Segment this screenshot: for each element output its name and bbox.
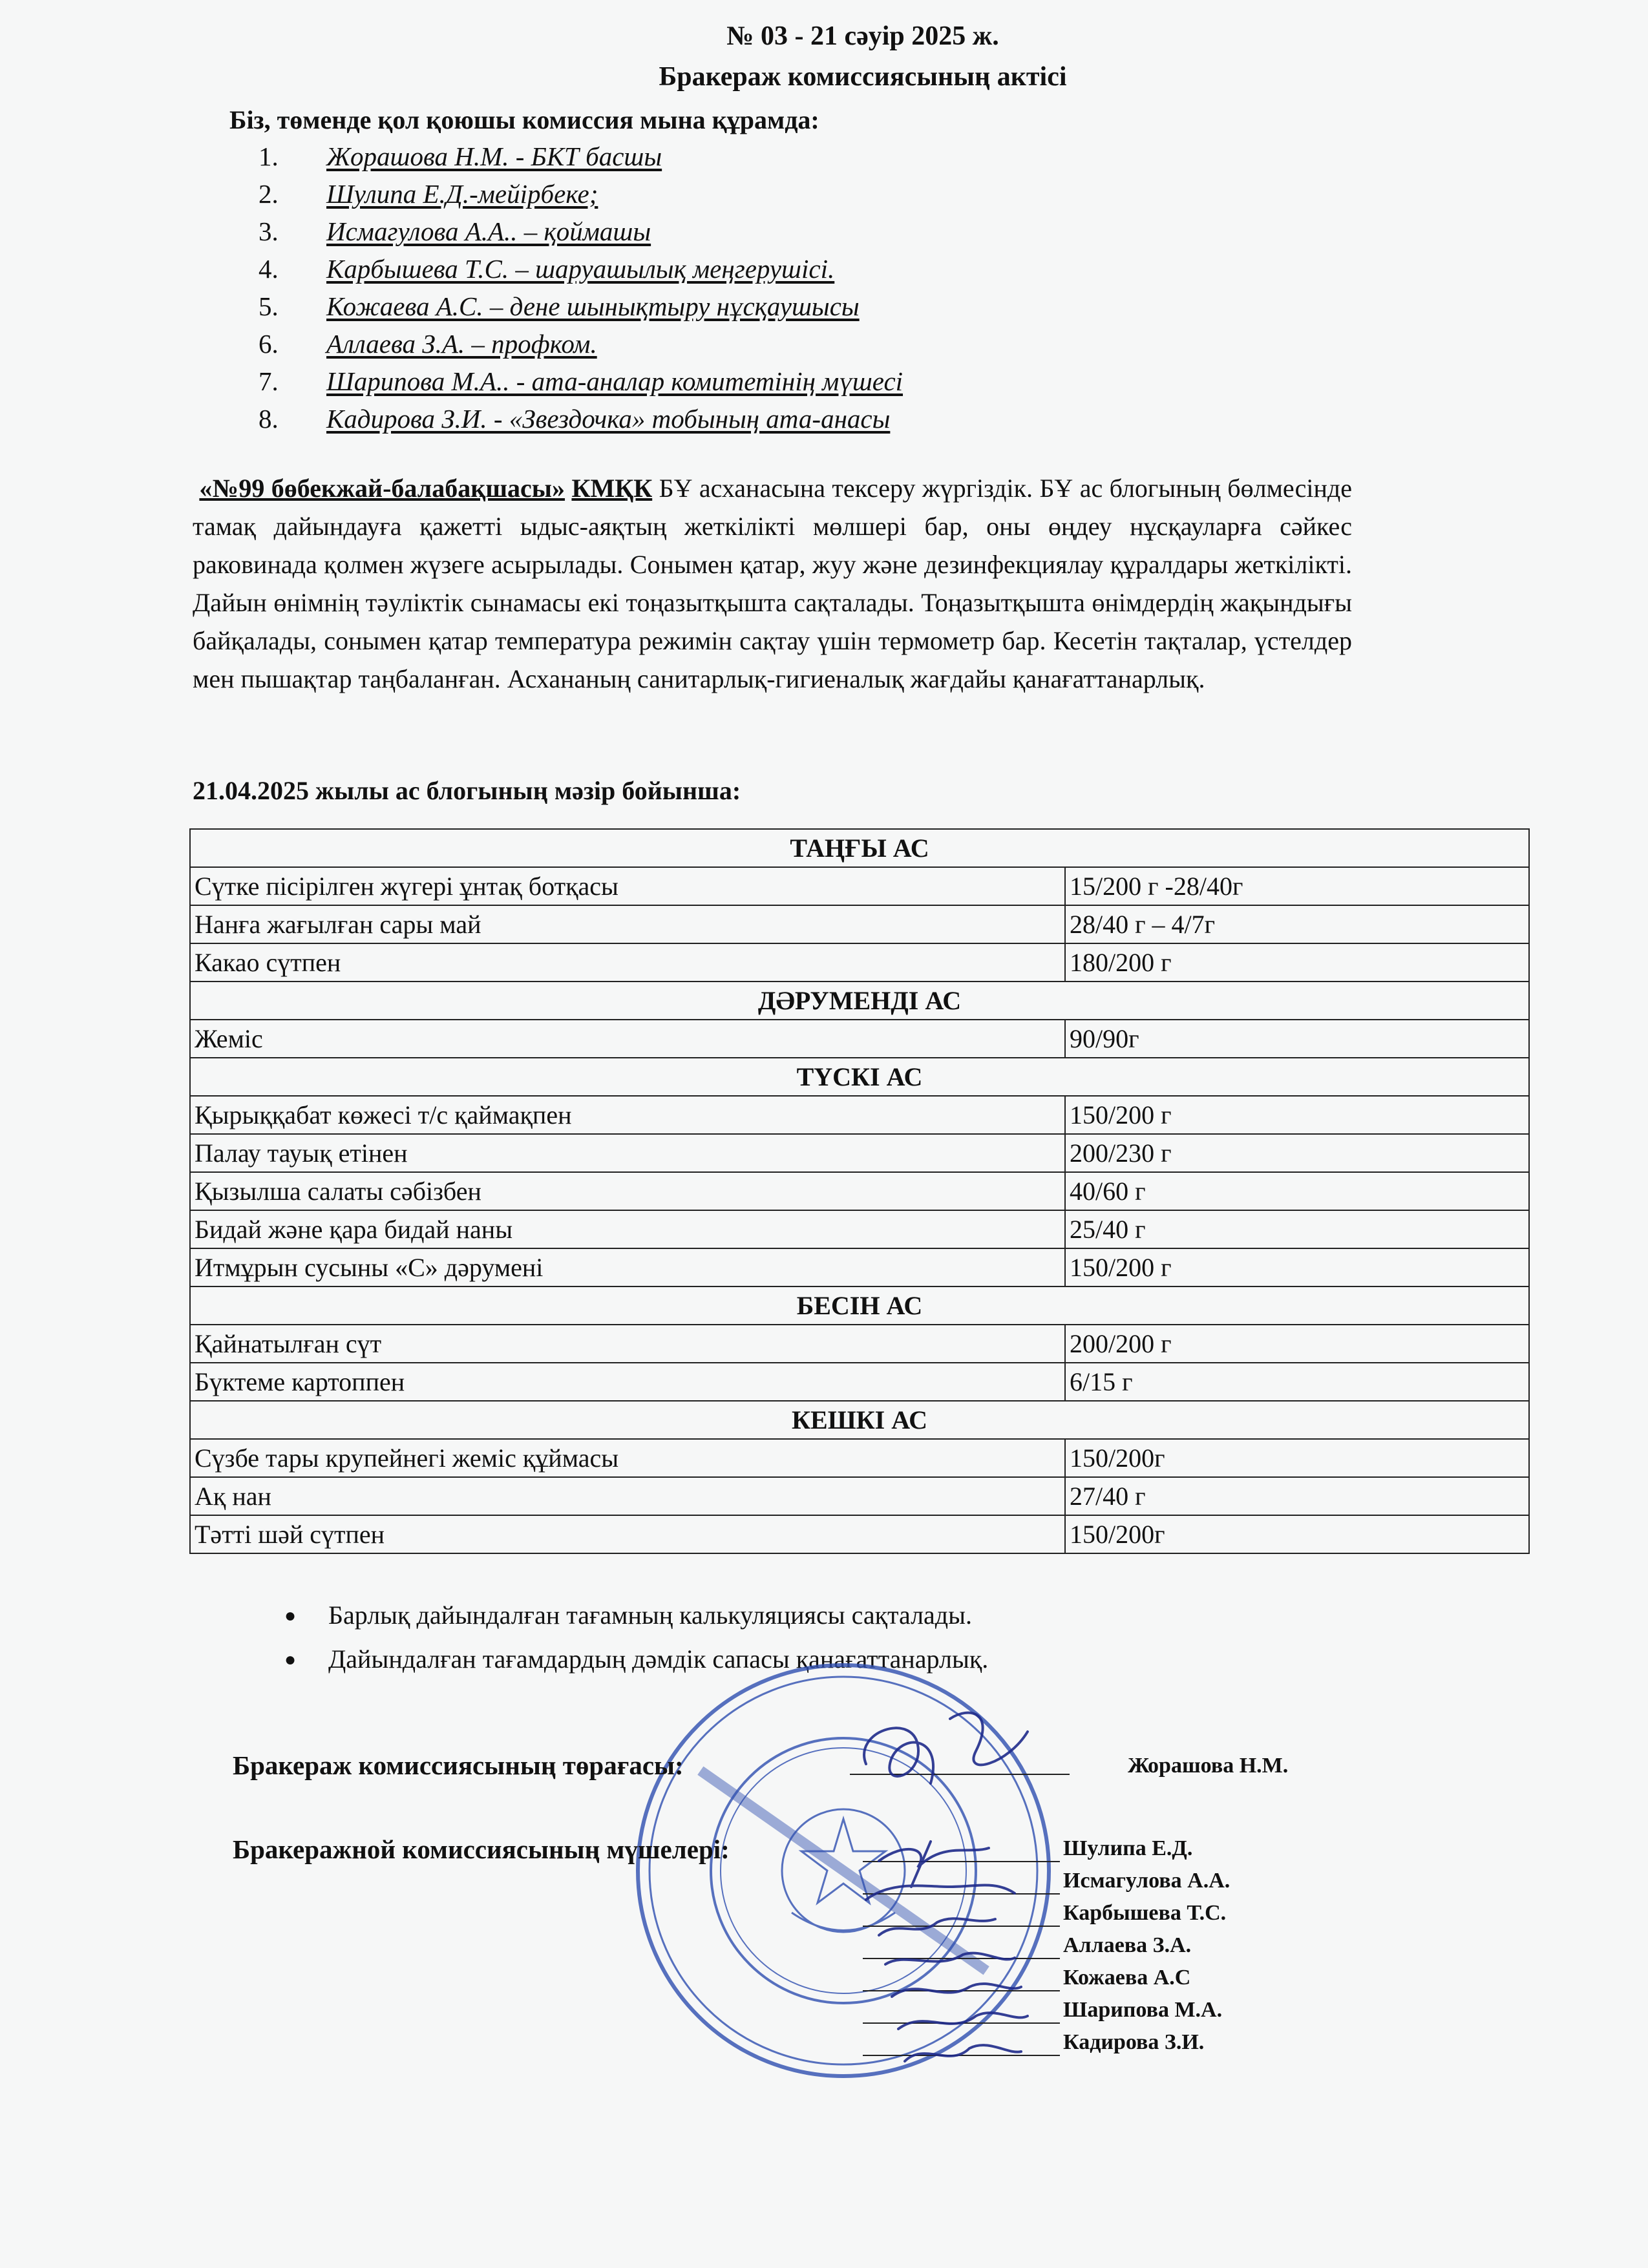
member-name: Кожаева А.С: [1063, 1966, 1191, 1990]
table-row: [190, 1515, 1529, 1553]
portion-cell: 150/200г: [1065, 1515, 1529, 1553]
member-text: Исмагулова А.А.. – қоймашы: [326, 216, 651, 246]
section-row: [190, 982, 1529, 1020]
handwritten-signatures-icon: [840, 1693, 1112, 2094]
list-item: [259, 328, 903, 366]
section-row: [190, 1401, 1529, 1439]
table-row: [190, 905, 1529, 943]
item-number: 3.: [259, 216, 279, 246]
list-item: [259, 291, 903, 328]
intro-line: Біз, төменде қол қоюшы комиссия мына құрамда:: [229, 105, 819, 134]
table-row: [190, 1325, 1529, 1363]
table-row: [190, 1096, 1529, 1134]
portion-cell: 90/90г: [1065, 1020, 1529, 1058]
section-row: [190, 1058, 1529, 1096]
table-row: [190, 1477, 1529, 1515]
member-name: Шарипова М.А.: [1063, 1998, 1223, 2022]
portion-cell: 27/40 г: [1065, 1477, 1529, 1515]
member-name: Исмагулова А.А.: [1063, 1869, 1231, 1893]
dish-cell: Какао сүтпен: [190, 943, 1065, 982]
item-number: 7.: [259, 366, 279, 396]
dish-cell: Бидай және қара бидай наны: [190, 1210, 1065, 1248]
portion-cell: 28/40 г – 4/7г: [1065, 905, 1529, 943]
list-item: [259, 403, 903, 441]
dish-cell: Итмұрын сусыны «С» дәрумені: [190, 1248, 1065, 1286]
list-item: [259, 216, 903, 253]
section-title: ТҮСКІ АС: [190, 1058, 1529, 1096]
dish-cell: Тәтті шәй сүтпен: [190, 1515, 1065, 1553]
list-item: [259, 366, 903, 403]
portion-cell: 200/200 г: [1065, 1325, 1529, 1363]
document-title: Бракераж комиссиясының актісі: [659, 62, 1067, 92]
section-row: [190, 1286, 1529, 1325]
section-title: ТАҢҒЫ АС: [190, 829, 1529, 867]
member-text: Шарипова М.А.. - ата-аналар комитетінің мүшесі: [326, 366, 903, 396]
members-label: Бракеражной комиссиясының мүшелері:: [233, 1834, 730, 1864]
menu-date-heading: 21.04.2025 жылы ас блогының мәзір бойынша:: [193, 776, 741, 805]
note-text: Барлық дайындалған тағамның калькуляциясы сақталады.: [328, 1601, 973, 1630]
portion-cell: 180/200 г: [1065, 943, 1529, 982]
list-item: [284, 1600, 988, 1644]
table-row: [190, 943, 1529, 982]
member-name: Кадирова З.И.: [1063, 2030, 1205, 2054]
dish-cell: Қайнатылған сүт: [190, 1325, 1065, 1363]
item-number: 5.: [259, 291, 279, 321]
item-number: 4.: [259, 254, 279, 284]
dish-cell: Қырыққабат көжесі т/с қаймақпен: [190, 1096, 1065, 1134]
inspection-paragraph: [193, 469, 1352, 698]
dish-cell: Бүктеме картоппен: [190, 1363, 1065, 1401]
note-text: Дайындалған тағамдардың дәмдік сапасы қанағаттанарлық.: [328, 1644, 989, 1674]
table-row: [190, 1439, 1529, 1477]
portion-cell: 6/15 г: [1065, 1363, 1529, 1401]
table-row: [190, 867, 1529, 905]
member-name: Шулипа Е.Д.: [1063, 1836, 1193, 1860]
member-text: Жорашова Н.М. - БКТ басшы: [326, 142, 662, 171]
portion-cell: 15/200 г -28/40г: [1065, 867, 1529, 905]
table-row: [190, 1210, 1529, 1248]
list-item: [259, 141, 903, 178]
member-text: Кожаева А.С. – дене шынықтыру нұсқаушысы: [326, 291, 860, 321]
table-row: [190, 1020, 1529, 1058]
table-row: [190, 1363, 1529, 1401]
dish-cell: Ақ нан: [190, 1477, 1065, 1515]
commission-members-list: [259, 141, 903, 441]
chair-name: Жорашова Н.М.: [1128, 1754, 1289, 1778]
dish-cell: Нанға жағылған сары май: [190, 905, 1065, 943]
member-name: Аллаева З.А.: [1063, 1933, 1192, 1957]
item-number: 6.: [259, 329, 279, 359]
member-text: Аллаева З.А. – профком.: [326, 329, 597, 359]
section-row: [190, 829, 1529, 867]
list-item: [259, 178, 903, 216]
bullet-icon: ●: [284, 1649, 297, 1670]
org-name: «№99 бөбекжай-балабақшасы»: [199, 474, 565, 503]
bullet-icon: ●: [284, 1605, 297, 1626]
dish-cell: Сүзбе тары крупейнегі жеміс құймасы: [190, 1439, 1065, 1477]
list-item: [259, 253, 903, 291]
table-row: [190, 1248, 1529, 1286]
member-name: Карбышева Т.С.: [1063, 1901, 1227, 1925]
paragraph-text: БҰ асханасына тексеру жүргіздік. БҰ ас блогының бөлмесінде тамақ дайындауға қажетті ыдыс-аяқтың жеткілікті мөлшері бар, оны өңдеу нұсқауларға сәйкес раковинада қолмен жүзеге асырылады. Сонымен қатар, жуу және дезинфекциялау құралдары жеткілікті. Дайын өнімнің тәуліктік сынамасы екі тоңазытқышта сақталады. Тоңазытқышта өнімдердің жақындығы байқалады, сонымен қатар температура режимін сақтау үшін термометр бар. Кесетін тақталар, үстелдер мен пышақтар таңбаланған. Асхананың санитарлық-гигиеналық жағдайы қанағаттанарлық.: [193, 474, 1353, 693]
document-number: № 03 - 21 сәуір 2025 ж.: [726, 21, 999, 51]
menu-table: [189, 828, 1530, 1554]
portion-cell: 150/200 г: [1065, 1248, 1529, 1286]
portion-cell: 150/200 г: [1065, 1096, 1529, 1134]
member-text: Шулипа Е.Д.-мейірбеке;: [326, 179, 598, 209]
chair-label: Бракераж комиссиясының төрағасы:: [233, 1750, 684, 1780]
table-row: [190, 1172, 1529, 1210]
item-number: 1.: [259, 142, 279, 171]
section-title: ДӘРУМЕНДІ АС: [190, 982, 1529, 1020]
section-title: БЕСІН АС: [190, 1286, 1529, 1325]
member-text: Карбышева Т.С. – шаруашылық меңгерушісі.: [326, 254, 835, 284]
portion-cell: 150/200г: [1065, 1439, 1529, 1477]
dish-cell: Қызылша салаты сәбізбен: [190, 1172, 1065, 1210]
dish-cell: Палау тауық етінен: [190, 1134, 1065, 1172]
org-type: КМҚК: [571, 474, 653, 503]
dish-cell: Жеміс: [190, 1020, 1065, 1058]
portion-cell: 40/60 г: [1065, 1172, 1529, 1210]
table-row: [190, 1134, 1529, 1172]
section-title: КЕШКІ АС: [190, 1401, 1529, 1439]
portion-cell: 200/230 г: [1065, 1134, 1529, 1172]
portion-cell: 25/40 г: [1065, 1210, 1529, 1248]
item-number: 2.: [259, 179, 279, 209]
item-number: 8.: [259, 404, 279, 434]
dish-cell: Сүтке пісірілген жүгері ұнтақ ботқасы: [190, 867, 1065, 905]
member-text: Кадирова З.И. - «Звездочка» тобының ата-анасы: [326, 404, 891, 434]
